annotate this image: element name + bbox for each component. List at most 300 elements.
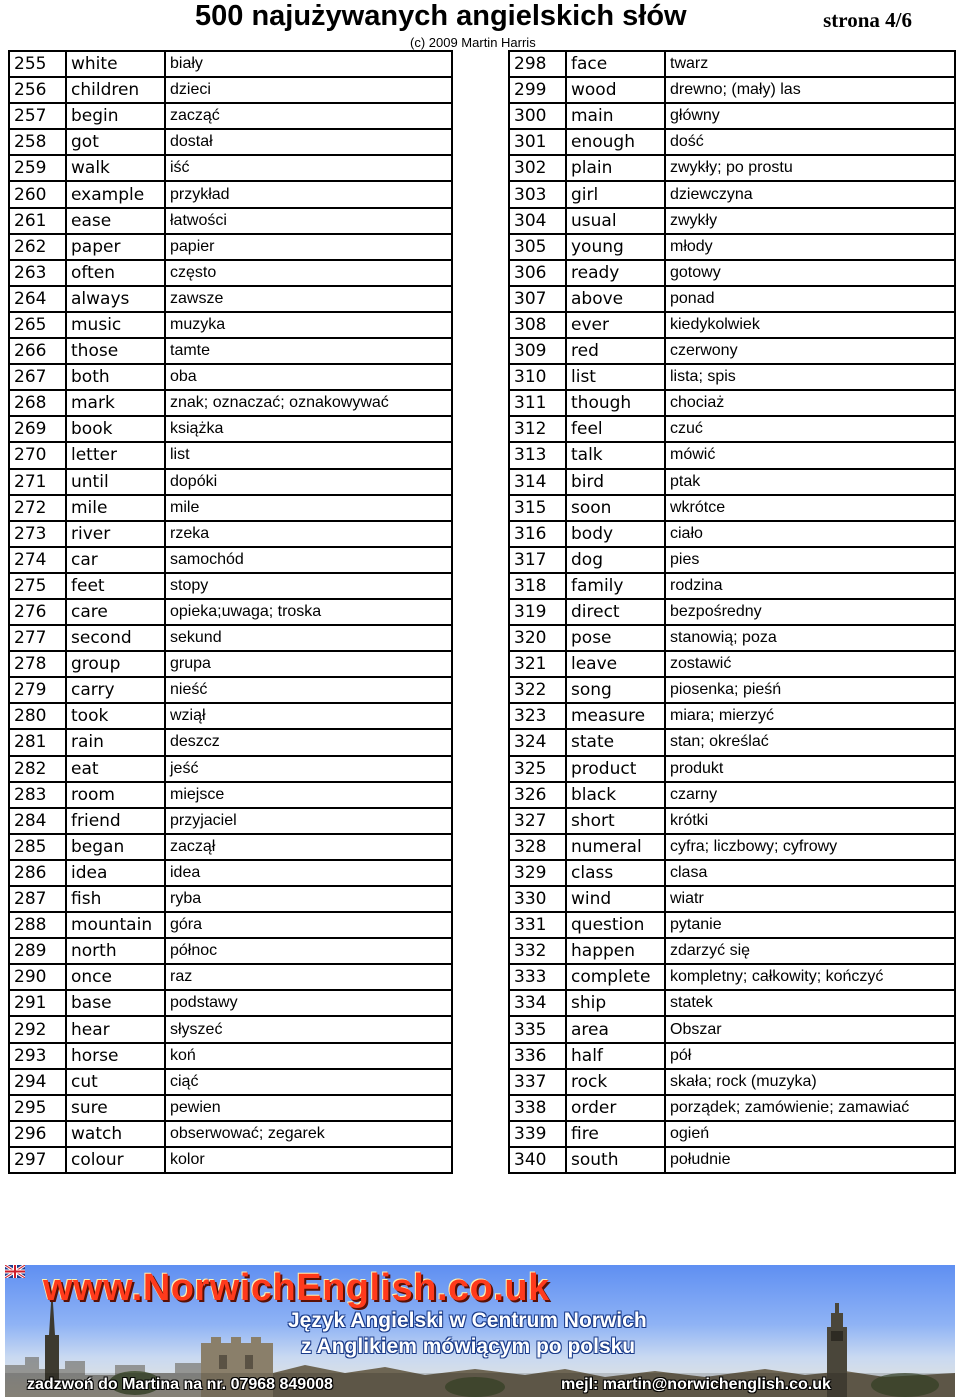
word-row	[509, 677, 955, 703]
english-word: sure	[66, 1095, 165, 1121]
word-row	[9, 1043, 452, 1069]
english-word: dog	[566, 547, 665, 573]
union-jack-flag-icon	[5, 1265, 25, 1278]
english-word: area	[566, 1016, 665, 1042]
word-number: 314	[509, 469, 566, 495]
word-number: 276	[9, 599, 66, 625]
word-number: 265	[9, 312, 66, 338]
english-word: above	[566, 286, 665, 312]
word-number: 273	[9, 521, 66, 547]
polish-translation: książka	[165, 416, 452, 442]
word-row	[509, 860, 955, 886]
polish-translation: dopóki	[165, 469, 452, 495]
english-word: friend	[66, 808, 165, 834]
polish-translation: stopy	[165, 573, 452, 599]
word-number: 292	[9, 1016, 66, 1042]
english-word: once	[66, 964, 165, 990]
english-word: carry	[66, 677, 165, 703]
english-word: though	[566, 390, 665, 416]
english-word: rain	[66, 729, 165, 755]
word-number: 321	[509, 651, 566, 677]
word-number: 269	[9, 416, 66, 442]
english-word: cut	[66, 1069, 165, 1095]
english-word: bird	[566, 469, 665, 495]
word-row	[9, 1147, 452, 1173]
polish-translation: krótki	[665, 808, 955, 834]
english-word: mountain	[66, 912, 165, 938]
polish-translation: mile	[165, 495, 452, 521]
english-word: got	[66, 129, 165, 155]
word-row	[509, 599, 955, 625]
polish-translation: raz	[165, 964, 452, 990]
word-row	[509, 1121, 955, 1147]
word-row	[509, 729, 955, 755]
word-number: 277	[9, 625, 66, 651]
polish-translation: ptak	[665, 469, 955, 495]
polish-translation: lista; spis	[665, 364, 955, 390]
polish-translation: zwykły; po prostu	[665, 155, 955, 181]
english-word: fish	[66, 886, 165, 912]
word-row	[9, 416, 452, 442]
polish-translation: ryba	[165, 886, 452, 912]
polish-translation: papier	[165, 234, 452, 260]
word-number: 278	[9, 651, 66, 677]
polish-translation: wiatr	[665, 886, 955, 912]
english-word: rock	[566, 1069, 665, 1095]
english-word: talk	[566, 442, 665, 468]
english-word: family	[566, 573, 665, 599]
word-number: 301	[509, 129, 566, 155]
word-row	[509, 625, 955, 651]
english-word: care	[66, 599, 165, 625]
word-row	[509, 390, 955, 416]
word-number: 319	[509, 599, 566, 625]
polish-translation: czarny	[665, 782, 955, 808]
word-number: 267	[9, 364, 66, 390]
english-word: always	[66, 286, 165, 312]
word-row	[509, 155, 955, 181]
word-row	[509, 1147, 955, 1173]
polish-translation: Obszar	[665, 1016, 955, 1042]
polish-translation: rzeka	[165, 521, 452, 547]
word-row	[9, 129, 452, 155]
english-word: main	[566, 103, 665, 129]
word-row	[9, 1016, 452, 1042]
copyright: (c) 2009 Martin Harris	[410, 35, 536, 50]
polish-translation: dość	[665, 129, 955, 155]
word-number: 299	[509, 77, 566, 103]
word-row	[9, 677, 452, 703]
english-word: book	[66, 416, 165, 442]
polish-translation: łatwości	[165, 208, 452, 234]
polish-translation: stan; określać	[665, 729, 955, 755]
polish-translation: porządek; zamówienie; zamawiać	[665, 1095, 955, 1121]
word-row	[9, 469, 452, 495]
word-row	[9, 573, 452, 599]
english-word: question	[566, 912, 665, 938]
word-row	[9, 703, 452, 729]
word-table-left	[8, 50, 453, 1174]
word-number: 313	[509, 442, 566, 468]
word-row	[9, 442, 452, 468]
word-row	[9, 390, 452, 416]
english-word: order	[566, 1095, 665, 1121]
english-word: south	[566, 1147, 665, 1173]
word-row	[509, 1095, 955, 1121]
polish-translation: obserwować; zegarek	[165, 1121, 452, 1147]
word-row	[9, 912, 452, 938]
polish-translation: samochód	[165, 547, 452, 573]
polish-translation: biały	[165, 51, 452, 77]
polish-translation: produkt	[665, 756, 955, 782]
word-number: 258	[9, 129, 66, 155]
polish-translation: mówić	[665, 442, 955, 468]
english-word: watch	[66, 1121, 165, 1147]
word-number: 257	[9, 103, 66, 129]
polish-translation: pół	[665, 1043, 955, 1069]
word-number: 285	[9, 834, 66, 860]
word-number: 307	[509, 286, 566, 312]
word-number: 328	[509, 834, 566, 860]
word-row	[9, 651, 452, 677]
word-number: 315	[509, 495, 566, 521]
polish-translation: zaczął	[165, 834, 452, 860]
word-row	[509, 808, 955, 834]
word-row	[509, 651, 955, 677]
polish-translation: drewno; (mały) las	[665, 77, 955, 103]
banner-tagline-1: Język Angielski w Centrum Norwich	[288, 1309, 647, 1332]
word-number: 263	[9, 260, 66, 286]
word-number: 281	[9, 729, 66, 755]
word-number: 316	[509, 521, 566, 547]
word-number: 291	[9, 990, 66, 1016]
word-row	[509, 234, 955, 260]
word-number: 302	[509, 155, 566, 181]
english-word: enough	[566, 129, 665, 155]
english-word: often	[66, 260, 165, 286]
polish-translation: dziewczyna	[665, 181, 955, 207]
english-word: wood	[566, 77, 665, 103]
polish-translation: oba	[165, 364, 452, 390]
polish-translation: bezpośredny	[665, 599, 955, 625]
english-word: wind	[566, 886, 665, 912]
word-row	[9, 338, 452, 364]
word-row	[509, 495, 955, 521]
word-row	[509, 912, 955, 938]
word-row	[509, 1069, 955, 1095]
polish-translation: dostał	[165, 129, 452, 155]
word-row	[509, 573, 955, 599]
word-row	[9, 886, 452, 912]
word-number: 309	[509, 338, 566, 364]
word-row	[509, 51, 955, 77]
word-number: 304	[509, 208, 566, 234]
english-word: mile	[66, 495, 165, 521]
word-number: 331	[509, 912, 566, 938]
word-row	[509, 521, 955, 547]
polish-translation: czerwony	[665, 338, 955, 364]
english-word: white	[66, 51, 165, 77]
word-row	[9, 312, 452, 338]
polish-translation: zawsze	[165, 286, 452, 312]
english-word: measure	[566, 703, 665, 729]
polish-translation: ciało	[665, 521, 955, 547]
word-number: 283	[9, 782, 66, 808]
polish-translation: góra	[165, 912, 452, 938]
word-row	[509, 469, 955, 495]
english-word: north	[66, 938, 165, 964]
page-number: strona 4/6	[823, 8, 912, 32]
english-word: body	[566, 521, 665, 547]
word-number: 317	[509, 547, 566, 573]
word-number: 298	[509, 51, 566, 77]
word-number: 318	[509, 573, 566, 599]
word-number: 327	[509, 808, 566, 834]
word-number: 294	[9, 1069, 66, 1095]
english-word: colour	[66, 1147, 165, 1173]
word-row	[9, 625, 452, 651]
word-row	[9, 260, 452, 286]
english-word: idea	[66, 860, 165, 886]
polish-translation: rodzina	[665, 573, 955, 599]
word-row	[509, 260, 955, 286]
english-word: river	[66, 521, 165, 547]
word-row	[509, 938, 955, 964]
english-word: girl	[566, 181, 665, 207]
english-word: pose	[566, 625, 665, 651]
word-row	[9, 181, 452, 207]
word-number: 330	[509, 886, 566, 912]
english-word: soon	[566, 495, 665, 521]
word-row	[509, 416, 955, 442]
english-word: horse	[66, 1043, 165, 1069]
word-number: 324	[509, 729, 566, 755]
word-number: 268	[9, 390, 66, 416]
english-word: ship	[566, 990, 665, 1016]
word-row	[9, 834, 452, 860]
polish-translation: wziął	[165, 703, 452, 729]
english-word: room	[66, 782, 165, 808]
word-number: 308	[509, 312, 566, 338]
word-number: 288	[9, 912, 66, 938]
english-word: feel	[566, 416, 665, 442]
polish-translation: grupa	[165, 651, 452, 677]
polish-translation: ponad	[665, 286, 955, 312]
word-row	[9, 547, 452, 573]
english-word: base	[66, 990, 165, 1016]
word-row	[9, 1121, 452, 1147]
english-word: group	[66, 651, 165, 677]
word-number: 256	[9, 77, 66, 103]
polish-translation: deszcz	[165, 729, 452, 755]
polish-translation: piosenka; pieśń	[665, 677, 955, 703]
word-row	[509, 547, 955, 573]
english-word: complete	[566, 964, 665, 990]
word-number: 280	[9, 703, 66, 729]
polish-translation: opieka;uwaga; troska	[165, 599, 452, 625]
word-number: 329	[509, 860, 566, 886]
english-word: face	[566, 51, 665, 77]
word-row	[509, 181, 955, 207]
english-word: example	[66, 181, 165, 207]
word-row	[9, 521, 452, 547]
word-row	[509, 964, 955, 990]
polish-translation: idea	[165, 860, 452, 886]
word-number: 320	[509, 625, 566, 651]
polish-translation: przyjaciel	[165, 808, 452, 834]
word-row	[9, 155, 452, 181]
polish-translation: miejsce	[165, 782, 452, 808]
english-word: half	[566, 1043, 665, 1069]
polish-translation: dzieci	[165, 77, 452, 103]
word-number: 333	[509, 964, 566, 990]
word-row	[9, 599, 452, 625]
website-url[interactable]: www.NorwichEnglish.co.uk	[43, 1267, 550, 1309]
english-word: until	[66, 469, 165, 495]
word-number: 261	[9, 208, 66, 234]
advert-banner	[5, 1265, 955, 1397]
english-word: usual	[566, 208, 665, 234]
english-word: car	[66, 547, 165, 573]
word-number: 272	[9, 495, 66, 521]
word-number: 260	[9, 181, 66, 207]
polish-translation: kolor	[165, 1147, 452, 1173]
english-word: second	[66, 625, 165, 651]
english-word: music	[66, 312, 165, 338]
word-number: 306	[509, 260, 566, 286]
english-word: fire	[566, 1121, 665, 1147]
polish-translation: północ	[165, 938, 452, 964]
polish-translation: kompletny; całkowity; kończyć	[665, 964, 955, 990]
word-row	[9, 808, 452, 834]
word-number: 323	[509, 703, 566, 729]
polish-translation: młody	[665, 234, 955, 260]
polish-translation: tamte	[165, 338, 452, 364]
english-word: eat	[66, 756, 165, 782]
polish-translation: kiedykolwiek	[665, 312, 955, 338]
word-number: 274	[9, 547, 66, 573]
word-number: 287	[9, 886, 66, 912]
english-word: list	[566, 364, 665, 390]
word-number: 293	[9, 1043, 66, 1069]
word-row	[9, 729, 452, 755]
english-word: leave	[566, 651, 665, 677]
polish-translation: pies	[665, 547, 955, 573]
english-word: young	[566, 234, 665, 260]
word-number: 312	[509, 416, 566, 442]
polish-translation: gotowy	[665, 260, 955, 286]
word-row	[509, 208, 955, 234]
english-word: begin	[66, 103, 165, 129]
word-row	[9, 964, 452, 990]
english-word: those	[66, 338, 165, 364]
polish-translation: podstawy	[165, 990, 452, 1016]
polish-translation: koń	[165, 1043, 452, 1069]
word-number: 270	[9, 442, 66, 468]
word-row	[9, 1095, 452, 1121]
word-row	[9, 77, 452, 103]
word-number: 335	[509, 1016, 566, 1042]
polish-translation: muzyka	[165, 312, 452, 338]
email-contact[interactable]: mejl: martin@norwichenglish.co.uk	[561, 1376, 831, 1393]
word-row	[509, 1043, 955, 1069]
word-row	[509, 103, 955, 129]
english-word: class	[566, 860, 665, 886]
word-number: 340	[509, 1147, 566, 1173]
word-row	[9, 860, 452, 886]
word-number: 284	[9, 808, 66, 834]
word-row	[509, 77, 955, 103]
word-number: 334	[509, 990, 566, 1016]
word-row	[9, 990, 452, 1016]
polish-translation: znak; oznaczać; oznakowywać	[165, 390, 452, 416]
english-word: mark	[66, 390, 165, 416]
word-number: 325	[509, 756, 566, 782]
word-number: 338	[509, 1095, 566, 1121]
polish-translation: twarz	[665, 51, 955, 77]
english-word: short	[566, 808, 665, 834]
english-word: began	[66, 834, 165, 860]
polish-translation: zwykły	[665, 208, 955, 234]
english-word: hear	[66, 1016, 165, 1042]
polish-translation: zacząć	[165, 103, 452, 129]
polish-translation: pytanie	[665, 912, 955, 938]
word-row	[509, 286, 955, 312]
word-number: 259	[9, 155, 66, 181]
word-number: 275	[9, 573, 66, 599]
word-number: 262	[9, 234, 66, 260]
english-word: ease	[66, 208, 165, 234]
phone-contact: zadzwoń do Martina na nr. 07968 849008	[27, 1376, 333, 1393]
polish-translation: jeść	[165, 756, 452, 782]
english-word: plain	[566, 155, 665, 181]
polish-translation: chociaż	[665, 390, 955, 416]
word-row	[509, 990, 955, 1016]
banner-tagline-2: z Anglikiem mówiącym po polsku	[301, 1335, 636, 1358]
english-word: children	[66, 77, 165, 103]
word-number: 286	[9, 860, 66, 886]
english-word: direct	[566, 599, 665, 625]
english-word: ever	[566, 312, 665, 338]
english-word: feet	[66, 573, 165, 599]
word-row	[509, 338, 955, 364]
word-row	[509, 834, 955, 860]
word-row	[509, 756, 955, 782]
english-word: numeral	[566, 834, 665, 860]
english-word: both	[66, 364, 165, 390]
polish-translation: ogień	[665, 1121, 955, 1147]
word-row	[9, 495, 452, 521]
english-word: red	[566, 338, 665, 364]
polish-translation: pewien	[165, 1095, 452, 1121]
word-number: 271	[9, 469, 66, 495]
polish-translation: główny	[665, 103, 955, 129]
word-row	[509, 129, 955, 155]
english-word: paper	[66, 234, 165, 260]
page-title: 500 najużywanych angielskich słów	[195, 0, 687, 32]
word-row	[9, 756, 452, 782]
word-number: 310	[509, 364, 566, 390]
english-word: song	[566, 677, 665, 703]
word-row	[509, 312, 955, 338]
word-number: 311	[509, 390, 566, 416]
word-row	[9, 364, 452, 390]
word-number: 290	[9, 964, 66, 990]
english-word: walk	[66, 155, 165, 181]
word-row	[509, 886, 955, 912]
polish-translation: zdarzyć się	[665, 938, 955, 964]
polish-translation: clasa	[665, 860, 955, 886]
